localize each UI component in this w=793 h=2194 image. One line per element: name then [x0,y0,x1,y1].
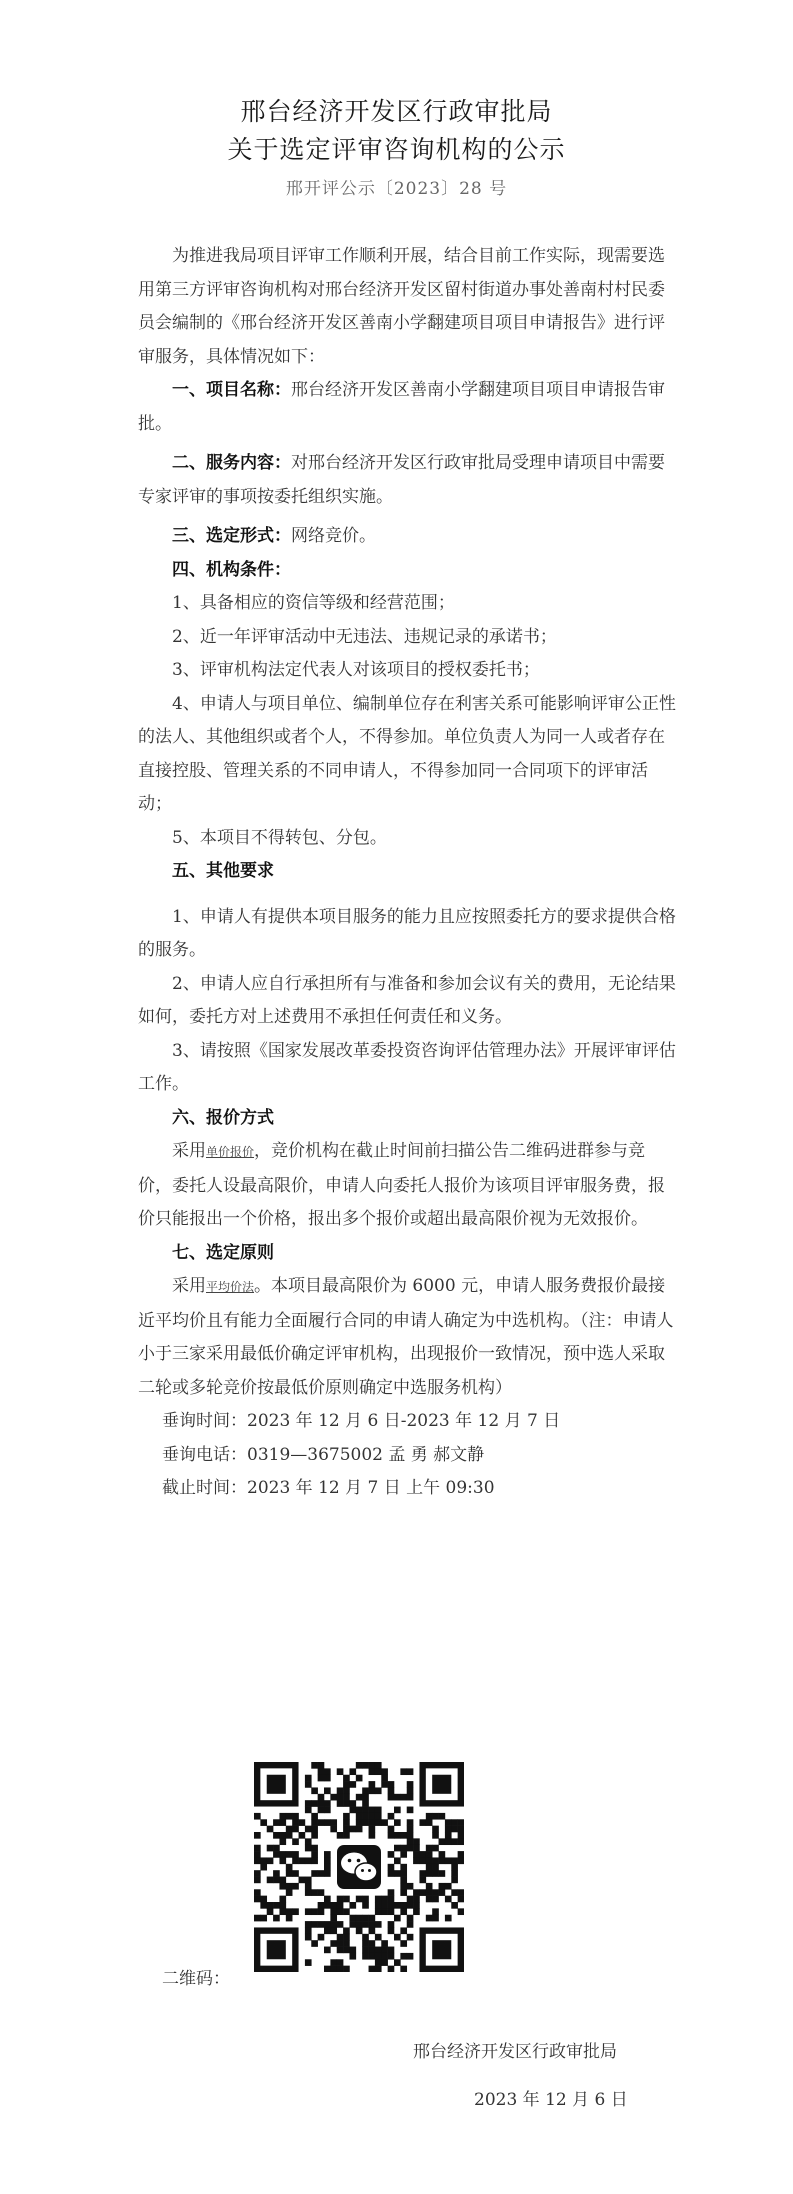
quotation-paragraph: 采用单价报价，竞价机构在截止时间前扫描公告二维码进群参与竞价，委托人设最高限价，申请人向委托人报价为该项目评审服务费，报价只能报出一个价格，报出多个报价或超出最高限价视为无效报价。 [138,1141,665,1229]
section-text: 对邢台经济开发区行政审批局受理申请项目中需要专家评审的事项按委托组织实施。 [138,453,665,507]
selection-method: 平均价法 [206,1280,255,1294]
section-quotation-heading: 六、报价方式 [172,1107,274,1128]
section-other-requirements-heading: 五、其他要求 [172,861,274,881]
inquiry-deadline: 截止时间：2023 年 12 月 7 日 上午 09:30 [162,1478,495,1498]
section-label: 三、选定形式： [172,526,291,546]
section-project-name [138,374,676,441]
condition-item: 2、近一年评审活动中无违法、违规记录的承诺书； [172,626,557,647]
condition-item: 4、申请人与项目单位、编制单位存在利害关系可能影响评审公正性的法人、其他组织或者个人，不得参加。单位负责人为同一人或者存在直接控股、管理关系的不同申请人，不得参加同一合同项下的评审活动； [138,693,676,814]
document-number: 邢开评公示〔2023〕28 号 [285,179,508,199]
announcement-body [138,240,676,1506]
section-text: 网络竞价。 [291,526,376,546]
requirement-item: 3、请按照《国家发展改革委投资咨询评估管理办法》开展评审评估工作。 [138,1040,676,1094]
selection-principle-paragraph: 采用平均价法。本项目最高限价为 6000 元，申请人服务费报价最接近平均价且有能力全面履行合同的申请人确定为中选机构。（注：申请人小于三家采用最低价确定评审机构，出现报价一致情况，预中选人采取二轮或多轮竞价按最低价原则确定中选服务机构） [138,1276,674,1398]
inquiry-time: 垂询时间：2023 年 12 月 6 日-2023 年 12 月 7 日 [162,1411,561,1431]
section-text: 邢台经济开发区善南小学翻建项目项目申请报告审批。 [138,380,665,434]
title-line-1: 邢台经济开发区行政审批局 [240,97,553,126]
intro-paragraph: 为推进我局项目评审工作顺利开展，结合目前工作实际，现需要选用第三方评审咨询机构对邢台经济开发区留村街道办事处善南村村民委员会编制的《邢台经济开发区善南小学翻建项目项目申请报告》进行评审服务，具体情况如下： [138,246,665,367]
wechat-icon [334,1842,384,1892]
title-line-2: 关于选定评审咨询机构的公示 [227,135,566,164]
quotation-method: 单价报价 [206,1145,255,1159]
inquiry-phone: 垂询电话：0319—3675002 孟 勇 郝文静 [162,1444,485,1465]
requirement-item: 1、申请人有提供本项目服务的能力且应按照委托方的要求提供合格的服务。 [138,906,676,960]
section-selection-principle-heading: 七、选定原则 [172,1242,274,1263]
qr-code[interactable] [254,1762,464,1972]
section-institution-conditions-heading: 四、机构条件： [172,559,291,580]
condition-item: 1、具备相应的资信等级和经营范围； [172,593,455,613]
signature-organization: 邢台经济开发区行政审批局 [413,2042,617,2062]
condition-item: 3、评审机构法定代表人对该项目的授权委托书； [172,660,540,680]
signature-date: 2023 年 12 月 6 日 [474,2090,628,2110]
section-service-content [138,447,676,514]
section-label: 一、项目名称： [172,380,291,400]
section-label: 二、服务内容： [172,453,291,473]
requirement-item: 2、申请人应自行承担所有与准备和参加会议有关的费用，无论结果如何，委托方对上述费用不承担任何责任和义务。 [138,973,676,1027]
section-selection-form [138,520,676,554]
condition-item: 5、本项目不得转包、分包。 [172,827,387,848]
qr-code-label: 二维码： [162,1969,230,1989]
